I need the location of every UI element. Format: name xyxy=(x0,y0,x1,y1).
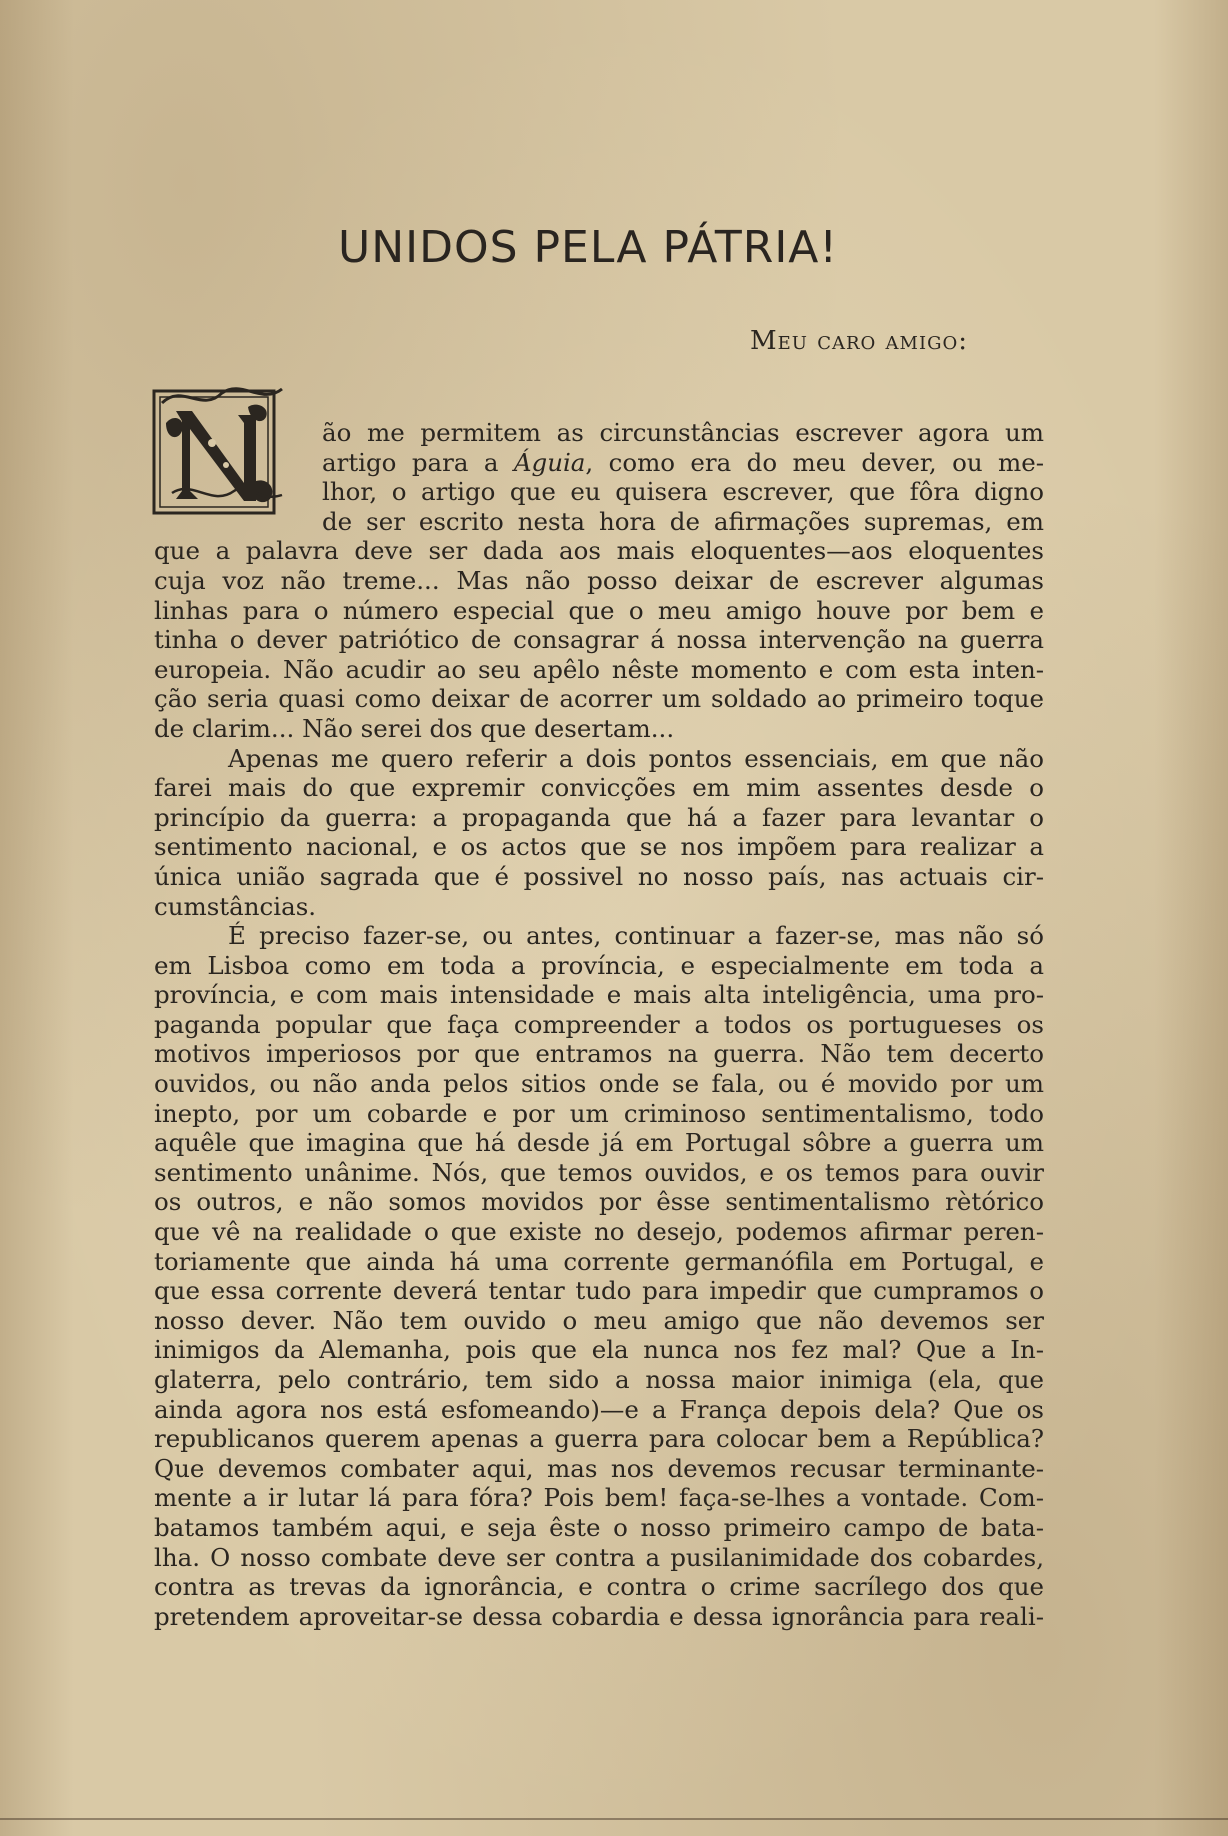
text-line: europeia. Não acudir ao seu apêlo nêste momento e com esta inten- xyxy=(154,654,1044,684)
text-line: farei mais do que expremir convicções em mim assentes desde o xyxy=(154,773,1044,803)
text-line: contra as trevas da ignorância, e contra o crime sacrílego dos que xyxy=(154,1572,1044,1602)
text-line: nosso dever. Não tem ouvido o meu amigo que não devemos ser xyxy=(154,1305,1044,1335)
text-line: que a palavra deve ser dada aos mais eloquentes—aos eloquentes xyxy=(154,536,1044,566)
text-line: linhas para o número especial que o meu amigo houve por bem e xyxy=(154,595,1044,625)
text-line: toriamente que ainda há uma corrente germanófila em Portugal, e xyxy=(154,1246,1044,1276)
text-line: de ser escrito nesta hora de afirmações supremas, em xyxy=(322,506,1044,536)
text-line: os outros, e não somos movidos por êsse sentimentalismo rètórico xyxy=(154,1187,1044,1217)
text-line: glaterra, pelo contrário, tem sido a nossa maior inimiga (ela, que xyxy=(154,1365,1044,1394)
text-line: inepto, por um cobarde e por um criminoso sentimentalismo, todo xyxy=(154,1098,1044,1128)
article-body xyxy=(154,418,1044,1631)
text-line: Apenas me quero referir a dois pontos essenciais, em que não xyxy=(228,743,1044,773)
text-line: ouvidos, ou não anda pelos sitios onde se fala, ou é movido por um xyxy=(154,1069,1044,1099)
text-line: princípio da guerra: a propaganda que há a fazer para levantar o xyxy=(154,802,1044,832)
text-line: ção seria quasi como deixar de acorrer um soldado ao primeiro toque xyxy=(154,684,1044,714)
text-line: pretendem aproveitar-se dessa cobardia e dessa ignorância para reali- xyxy=(154,1601,1044,1631)
text-line: única união sagrada que é possivel no nosso país, nas actuais cir- xyxy=(154,861,1044,891)
text-line: em Lisboa como em toda a província, e especialmente em toda a xyxy=(154,950,1044,980)
article-title: UNIDOS PELA PÁTRIA! xyxy=(338,222,839,273)
text-line: aquêle que imagina que há desde já em Portugal sôbre a guerra um xyxy=(154,1128,1044,1158)
text-line: lhor, o artigo que eu quisera escrever, que fôra digno xyxy=(322,477,1044,507)
page-edge-divider xyxy=(0,1818,1228,1820)
text-line: ão me permitem as circunstâncias escrever agora um xyxy=(322,418,1044,447)
text-line: que essa corrente deverá tentar tudo para impedir que cumpramos o xyxy=(154,1276,1044,1306)
text-line: província, e com mais intensidade e mais alta inteligência, uma pro- xyxy=(154,980,1044,1010)
text-line: sentimento nacional, e os actos que se nos impõem para realizar a xyxy=(154,832,1044,862)
text-line: republicanos querem apenas a guerra para colocar bem a República? xyxy=(154,1424,1044,1454)
text-line: inimigos da Alemanha, pois que ela nunca nos fez mal? Que a In- xyxy=(154,1335,1044,1365)
text-line: cumstâncias. xyxy=(154,891,317,921)
text-line: de clarim... Não serei dos que desertam... xyxy=(154,713,675,743)
text-line: ainda agora nos está esfomeando)—e a França depois dela? Que os xyxy=(154,1394,1044,1424)
text-line: sentimento unânime. Nós, que temos ouvidos, e os temos para ouvir xyxy=(154,1157,1044,1187)
text-line: paganda popular que faça compreender a todos os portugueses os xyxy=(154,1009,1044,1039)
salutation: Meu caro amigo: xyxy=(750,326,968,356)
text-line: tinha o dever patriótico de consagrar á nossa intervenção na guerra xyxy=(154,625,1044,655)
text-line: motivos imperiosos por que entramos na guerra. Não tem decerto xyxy=(154,1039,1044,1069)
text-line: cuja voz não treme... Mas não posso deixar de escrever algumas xyxy=(154,565,1044,595)
text-line: Que devemos combater aqui, mas nos devemos recusar terminante- xyxy=(154,1453,1044,1483)
text-line: batamos também aqui, e seja êste o nosso primeiro campo de bata- xyxy=(154,1512,1044,1542)
text-line: mente a ir lutar lá para fóra? Pois bem! faça-se-lhes a vontade. Com- xyxy=(154,1483,1044,1513)
text-line: artigo para a Águia, como era do meu dever, ou me- xyxy=(322,447,1044,477)
text-line: que vê na realidade o que existe no desejo, podemos afirmar peren- xyxy=(154,1217,1044,1247)
text-line: lha. O nosso combate deve ser contra a pusilanimidade dos cobardes, xyxy=(154,1542,1044,1572)
text-line: É preciso fazer-se, ou antes, continuar a fazer-se, mas não só xyxy=(228,921,1044,951)
magazine-name: Águia xyxy=(513,447,586,477)
